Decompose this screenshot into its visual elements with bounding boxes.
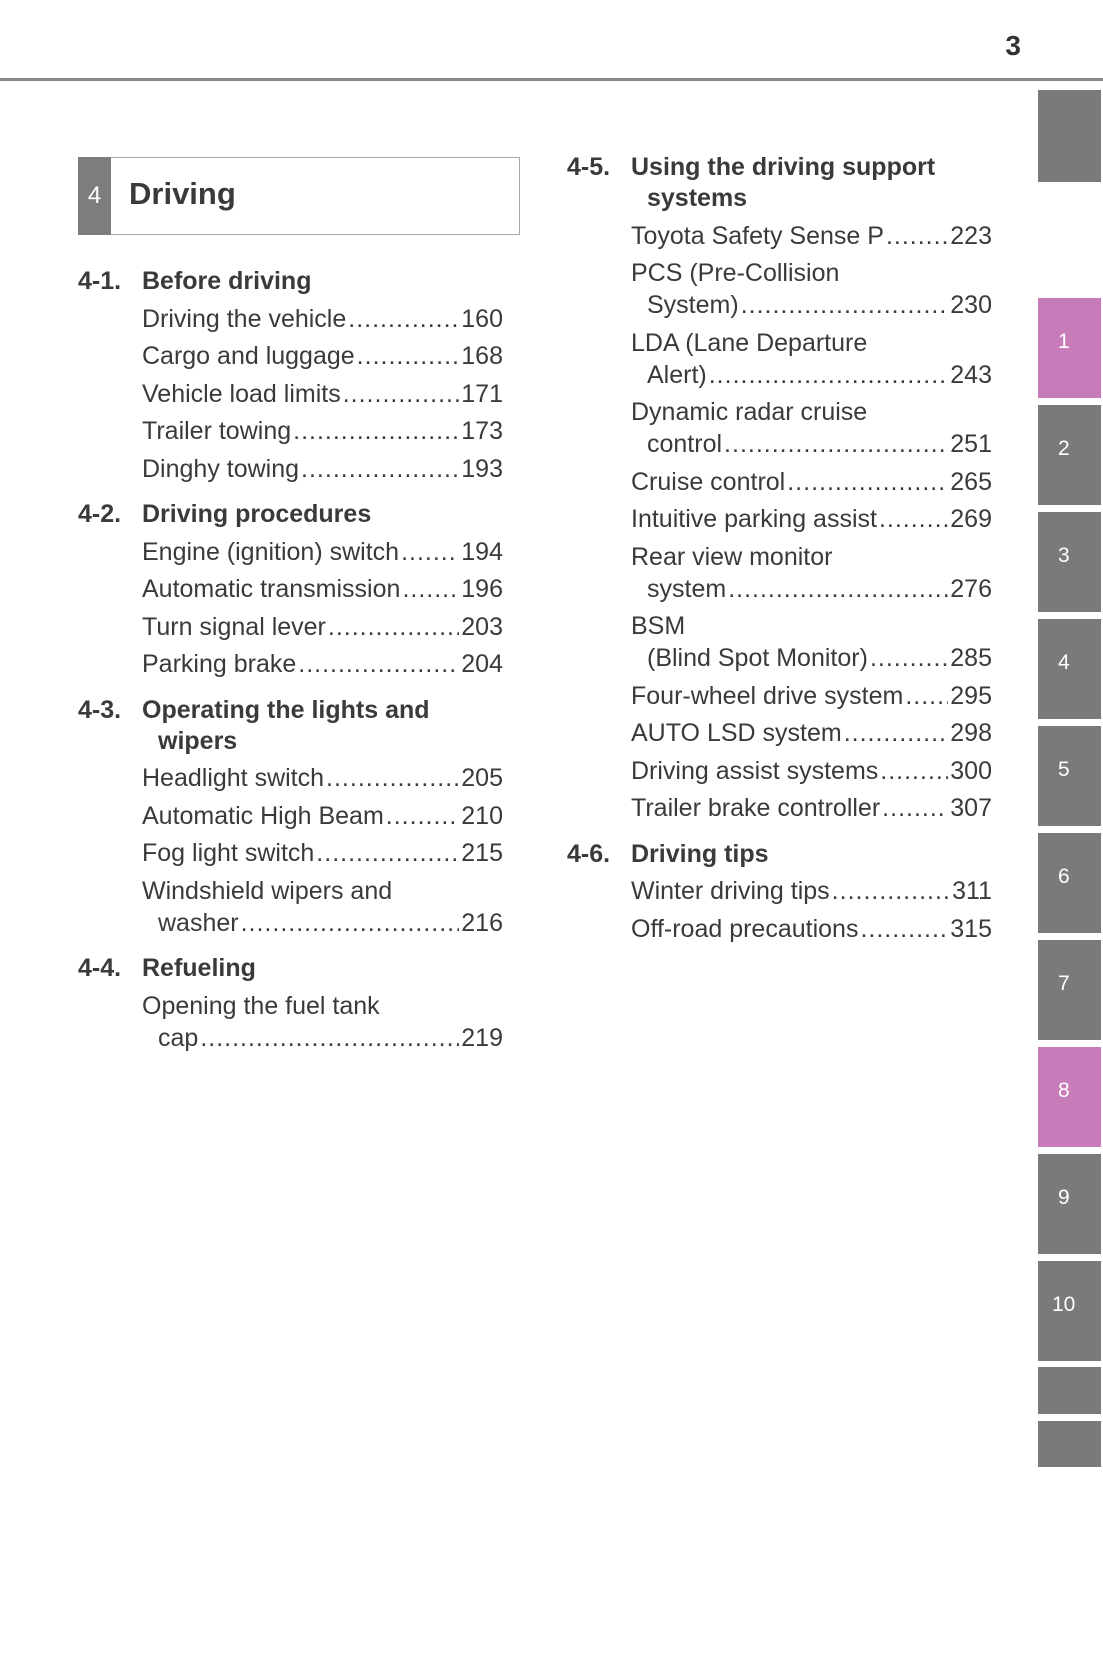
entry-label-continued [142, 1022, 503, 1054]
chapter-tab-blank[interactable] [1038, 90, 1101, 182]
entry-label: Headlight switch [142, 764, 325, 792]
toc-section [78, 953, 503, 1059]
entry-page: 265 [950, 467, 992, 496]
toc-entry[interactable] [142, 990, 503, 1054]
toc-entry[interactable] [631, 327, 992, 391]
chapter-number: 4 [78, 157, 111, 235]
entry-label: Cargo and luggage [142, 342, 355, 370]
toc-section [78, 499, 503, 686]
entry-label-continued [631, 573, 992, 605]
chapter-tab-label: 8 [1058, 1079, 1070, 1102]
entry-page: 204 [461, 650, 503, 678]
section-number: 4-3. [78, 695, 122, 724]
chapter-tab-label: 9 [1058, 1186, 1070, 1209]
entry-label: Automatic High Beam [142, 801, 384, 830]
toc-right-column [567, 152, 992, 950]
chapter-tab-label: 5 [1058, 758, 1070, 781]
toc-left-column [78, 266, 503, 1059]
toc-entry[interactable] [142, 837, 503, 869]
section-title-line: systems [647, 184, 748, 212]
spacer [78, 944, 503, 953]
chapter-tab-blank[interactable] [1038, 1421, 1101, 1467]
entry-label-continued [631, 359, 992, 391]
entry-page: 276 [950, 574, 992, 603]
chapter-tab-5[interactable] [1038, 726, 1101, 826]
entry-label: Opening the fuel tank [142, 991, 380, 1020]
entry-page: 243 [950, 360, 992, 389]
leader-dots [870, 642, 948, 674]
chapter-tab-4[interactable] [1038, 619, 1101, 719]
toc-section [567, 152, 992, 830]
entry-label-continued [631, 642, 992, 674]
entry-label: PCS (Pre-Collision [631, 259, 840, 287]
entry-label: BSM [631, 612, 686, 640]
leader-dots [298, 648, 459, 680]
entry-label: Automatic transmission [142, 575, 401, 603]
section-number: 4-2. [78, 500, 122, 528]
toc-entry[interactable] [142, 762, 503, 794]
chapter-tab-8[interactable] [1038, 1047, 1101, 1147]
section-title-line: Using the driving support [631, 153, 936, 181]
chapter-tab-label: 7 [1058, 972, 1070, 995]
entry-label: system [647, 574, 727, 603]
entry-label: Toyota Safety Sense P [631, 221, 884, 250]
chapter-tab-label: 6 [1058, 865, 1070, 888]
chapter-tab-label: 1 [1058, 330, 1070, 353]
entry-page: 210 [461, 801, 503, 830]
section-title-line: wipers [158, 726, 238, 755]
section-heading [78, 266, 503, 297]
entry-page: 298 [950, 719, 992, 747]
toc-entry[interactable] [142, 340, 503, 372]
leader-dots [905, 680, 948, 712]
entry-page: 251 [950, 430, 992, 458]
entry-page: 193 [461, 454, 503, 483]
leader-dots [741, 289, 949, 321]
entry-label: Alert) [647, 360, 707, 389]
toc-entry[interactable] [631, 792, 992, 824]
entry-page: 203 [461, 612, 503, 641]
entry-page: 216 [461, 908, 503, 937]
toc-entry[interactable] [631, 541, 992, 605]
section-title-line: Before driving [142, 267, 312, 295]
section-title-line: Refueling [142, 954, 256, 982]
leader-dots [293, 415, 459, 447]
entry-label: Dynamic radar cruise [631, 398, 868, 426]
chapter-tab-9[interactable] [1038, 1154, 1101, 1254]
entry-label: control [647, 430, 723, 458]
section-title [631, 152, 992, 214]
entry-label: Four-wheel drive system [631, 681, 904, 710]
entry-label: Dinghy towing [142, 454, 300, 483]
header-rule [0, 78, 1103, 81]
section-title-line: Operating the lights and [142, 695, 430, 724]
toc-section [78, 695, 503, 945]
entry-label: Trailer towing [142, 417, 292, 445]
entry-label: Cruise control [631, 467, 786, 496]
chapter-tab-blank[interactable] [1038, 1367, 1101, 1414]
leader-dots [787, 466, 948, 498]
toc-entry[interactable] [142, 415, 503, 447]
entry-page: 173 [461, 417, 503, 445]
entry-label: AUTO LSD system [631, 719, 842, 747]
entry-label: Driving assist systems [631, 756, 879, 785]
chapter-header [78, 157, 520, 235]
leader-dots [316, 837, 459, 869]
entry-page: 223 [950, 221, 992, 250]
toc-entry[interactable] [142, 573, 503, 605]
entry-label: LDA (Lane Departure [631, 328, 868, 357]
leader-dots [728, 573, 948, 605]
toc-entry[interactable] [142, 378, 503, 410]
section-heading [567, 839, 992, 870]
section-title [142, 953, 503, 984]
entry-page: 171 [461, 379, 503, 408]
entry-page: 215 [461, 839, 503, 867]
toc-entry[interactable] [631, 466, 992, 498]
leader-dots [844, 717, 949, 749]
spacer [567, 945, 992, 951]
toc-entry[interactable] [631, 220, 992, 252]
chapter-title: Driving [129, 176, 236, 211]
section-number: 4-4. [78, 954, 122, 982]
toc-section [78, 266, 503, 490]
entry-label: Intuitive parking assist [631, 505, 877, 533]
toc-entry[interactable] [631, 680, 992, 712]
entry-label: Off-road precautions [631, 914, 859, 943]
leader-dots [326, 762, 459, 794]
section-heading [567, 152, 992, 214]
leader-dots [200, 1022, 459, 1054]
toc-entry[interactable] [631, 717, 992, 749]
leader-dots [328, 611, 459, 643]
toc-entry[interactable] [142, 611, 503, 643]
entry-label: (Blind Spot Monitor) [647, 644, 868, 672]
toc-entry[interactable] [631, 755, 992, 787]
chapter-tab-3[interactable] [1038, 512, 1101, 612]
section-title-line: Driving procedures [142, 500, 372, 528]
entry-label: Driving the vehicle [142, 304, 347, 333]
section-title [142, 266, 503, 297]
leader-dots [386, 800, 460, 832]
page-number: 3 [1005, 30, 1021, 61]
entry-page: 205 [461, 764, 503, 792]
toc-entry[interactable] [142, 875, 503, 939]
section-number: 4-1. [78, 267, 122, 295]
spacer [78, 686, 503, 695]
spacer [78, 1054, 503, 1060]
entry-page: 285 [950, 644, 992, 672]
section-number: 4-6. [567, 839, 611, 868]
entry-label-continued [631, 289, 992, 321]
section-title-line: Driving tips [631, 839, 769, 868]
chapter-tab-6[interactable] [1038, 833, 1101, 933]
entry-page: 168 [461, 342, 503, 370]
entry-label: Windshield wipers and [142, 876, 393, 905]
entry-label: Fog light switch [142, 839, 315, 867]
entry-page: 311 [952, 877, 992, 905]
leader-dots [241, 907, 460, 939]
entry-label: Parking brake [142, 650, 297, 678]
toc-entry[interactable] [142, 536, 503, 568]
toc-entry[interactable] [631, 257, 992, 321]
entry-label: Trailer brake controller [631, 794, 881, 822]
entry-label: Turn signal lever [142, 612, 326, 641]
entry-page: 160 [461, 304, 503, 333]
entry-page: 300 [950, 756, 992, 785]
section-title [631, 839, 992, 870]
leader-dots [882, 792, 948, 824]
entry-label: cap [158, 1023, 199, 1052]
toc-entry[interactable] [142, 453, 503, 485]
toc-entry[interactable] [142, 800, 503, 832]
toc-entry[interactable] [631, 875, 992, 907]
leader-dots [709, 359, 949, 391]
leader-dots [860, 913, 948, 945]
leader-dots [357, 340, 460, 372]
section-title [142, 499, 503, 530]
leader-dots [343, 378, 460, 410]
entry-page: 219 [461, 1023, 503, 1052]
leader-dots [880, 755, 948, 787]
entry-label: Winter driving tips [631, 877, 830, 905]
toc-entry[interactable] [631, 503, 992, 535]
entry-page: 269 [950, 505, 992, 533]
toc-entry[interactable] [631, 913, 992, 945]
chapter-tab-10[interactable] [1038, 1261, 1101, 1361]
chapter-tab-7[interactable] [1038, 940, 1101, 1040]
leader-dots [401, 536, 459, 568]
toc-entry[interactable] [631, 396, 992, 460]
entry-label-continued [142, 907, 503, 939]
chapter-tab-1[interactable] [1038, 298, 1101, 398]
entry-label: Engine (ignition) switch [142, 537, 400, 566]
section-heading [78, 953, 503, 984]
leader-dots [724, 428, 948, 460]
entry-page: 307 [950, 794, 992, 822]
entry-page: 196 [461, 575, 503, 603]
entry-page: 295 [950, 681, 992, 710]
entry-page: 315 [950, 914, 992, 943]
toc-entry[interactable] [142, 303, 503, 335]
leader-dots [879, 503, 948, 535]
leader-dots [886, 220, 948, 252]
chapter-tab-label: 10 [1052, 1293, 1076, 1316]
entry-label: washer [158, 908, 239, 937]
toc-entry[interactable] [142, 648, 503, 680]
section-heading [78, 499, 503, 530]
section-heading [78, 695, 503, 757]
leader-dots [301, 453, 459, 485]
chapter-tab-label: 2 [1058, 437, 1070, 460]
toc-section [567, 839, 992, 951]
chapter-tab-2[interactable] [1038, 405, 1101, 505]
spacer [567, 830, 992, 839]
section-title [142, 695, 503, 757]
leader-dots [402, 573, 459, 605]
leader-dots [832, 875, 950, 907]
spacer [78, 490, 503, 499]
chapter-tab-label: 4 [1058, 651, 1070, 674]
entry-page: 230 [950, 291, 992, 319]
entry-label: Rear view monitor [631, 542, 833, 571]
leader-dots [348, 303, 459, 335]
chapter-tab-label: 3 [1058, 544, 1070, 567]
toc-entry[interactable] [631, 610, 992, 674]
entry-label: System) [647, 291, 739, 319]
entry-page: 194 [461, 537, 503, 566]
section-number: 4-5. [567, 153, 611, 181]
entry-label-continued [631, 428, 992, 460]
entry-label: Vehicle load limits [142, 379, 341, 408]
